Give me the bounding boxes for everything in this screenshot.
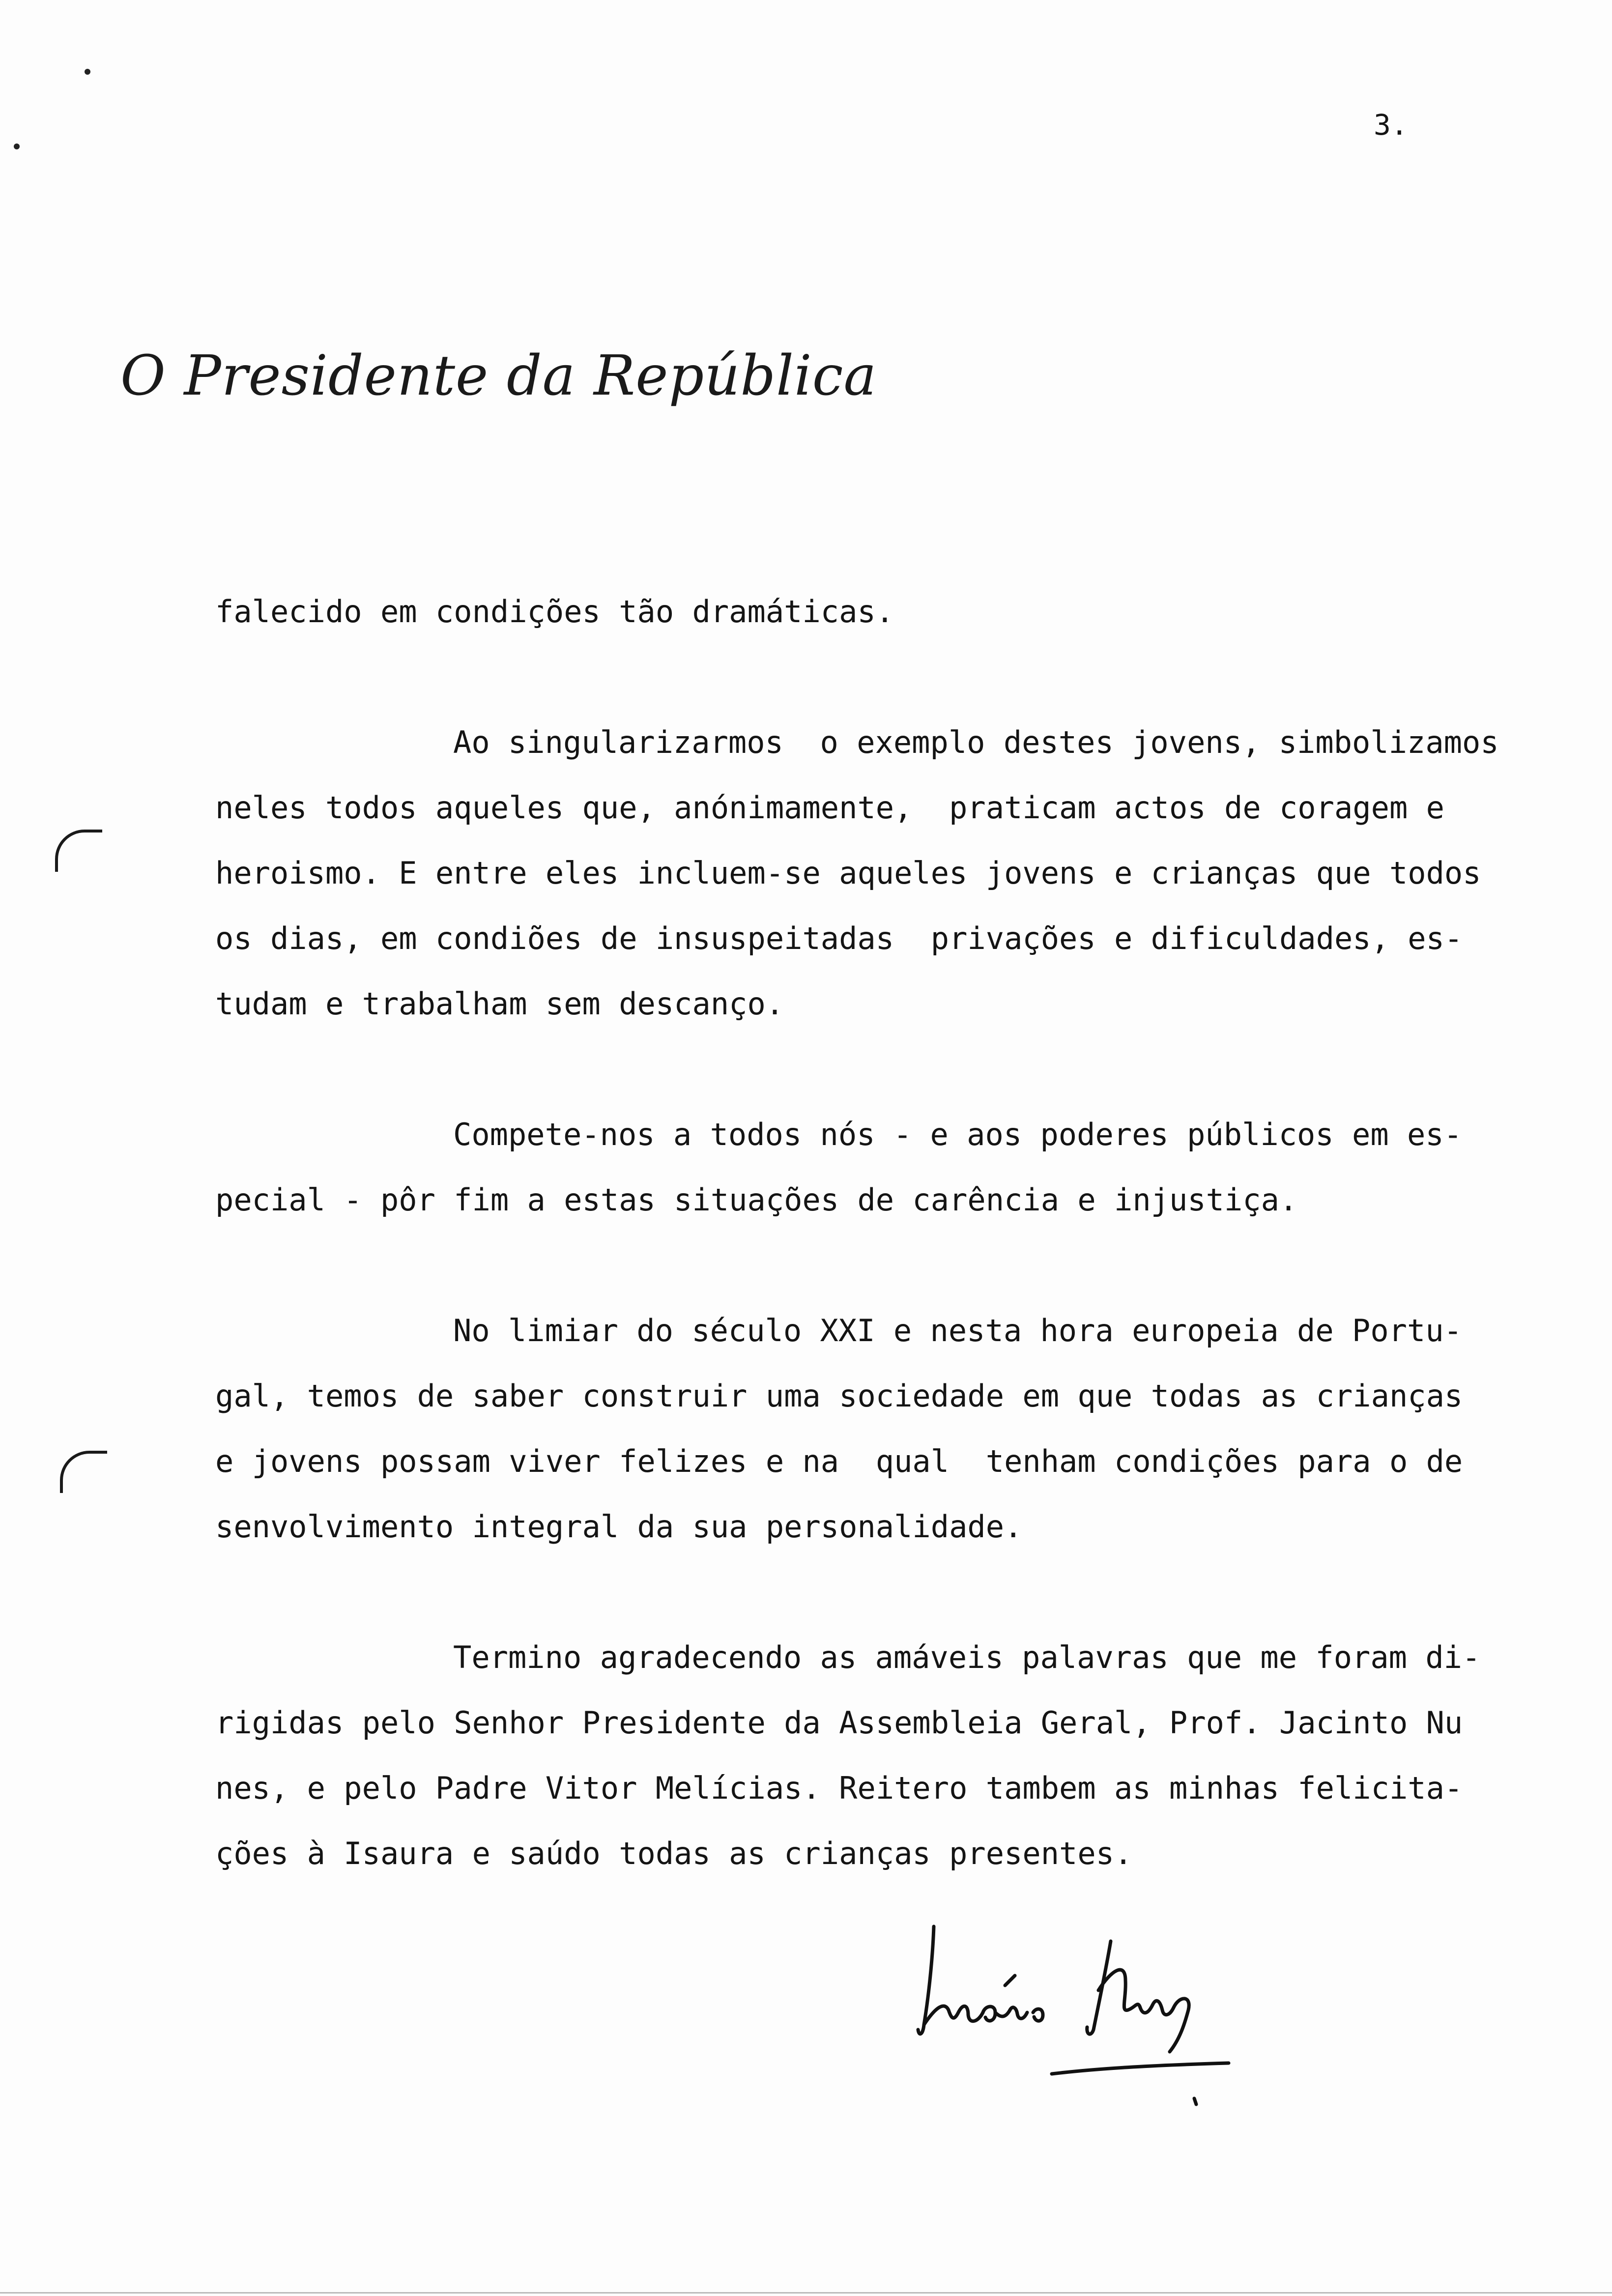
letter-body (215, 579, 1582, 1886)
text-line: Ao singularizarmos o exemplo destes jovens, simbolizamos (453, 724, 1499, 760)
text-line: rigidas pelo Senhor Presidente da Assembleia Geral, Prof. Jacinto Nu (215, 1705, 1463, 1741)
paragraph-3 (215, 1102, 1582, 1233)
paragraph-1 (215, 579, 1582, 644)
text-line: heroismo. E entre eles incluem-se aqueles jovens e crianças que todos (215, 855, 1481, 891)
paragraph-4 (215, 1298, 1582, 1559)
text-line: e jovens possam viver felizes e na qual tenham condições para o de (215, 1443, 1463, 1479)
margin-bracket-mark (60, 1451, 107, 1493)
text-line: Termino agradecendo as amáveis palavras que me foram di- (453, 1639, 1481, 1675)
text-line: nes, e pelo Padre Vitor Melícias. Reitero tambem as minhas felicita- (215, 1770, 1463, 1806)
text-line: neles todos aqueles que, anónimamente, praticam actos de coragem e (215, 790, 1444, 826)
text-line: pecial - pôr fim a estas situações de carência e injustiça. (215, 1182, 1298, 1218)
margin-bracket-mark (55, 830, 102, 872)
text-line: senvolvimento integral da sua personalidade. (215, 1509, 1023, 1545)
text-line: Compete-nos a todos nós - e aos poderes públicos em es- (453, 1117, 1462, 1152)
paragraph-5 (215, 1625, 1582, 1886)
text-line: tudam e trabalham sem descanço. (215, 986, 784, 1022)
letterhead-title: O Presidente da República (120, 344, 877, 408)
text-line: No limiar do século XXI e nesta hora europeia de Portu- (453, 1313, 1462, 1349)
page-edge-divider (0, 2292, 1612, 2294)
page-number: 3. (1374, 108, 1408, 142)
scan-speck (85, 69, 90, 75)
text-line: ções à Isaura e saúdo todas as crianças presentes. (215, 1836, 1133, 1871)
text-line: gal, temos de saber construir uma sociedade em que todas as crianças (215, 1378, 1463, 1414)
text-line: falecido em condições tão dramáticas. (215, 594, 894, 630)
paragraph-2 (215, 710, 1582, 1036)
handwritten-signature (904, 1912, 1258, 2118)
scan-speck (14, 144, 20, 149)
text-line: os dias, em condiões de insuspeitadas privações e dificuldades, es- (215, 920, 1463, 956)
